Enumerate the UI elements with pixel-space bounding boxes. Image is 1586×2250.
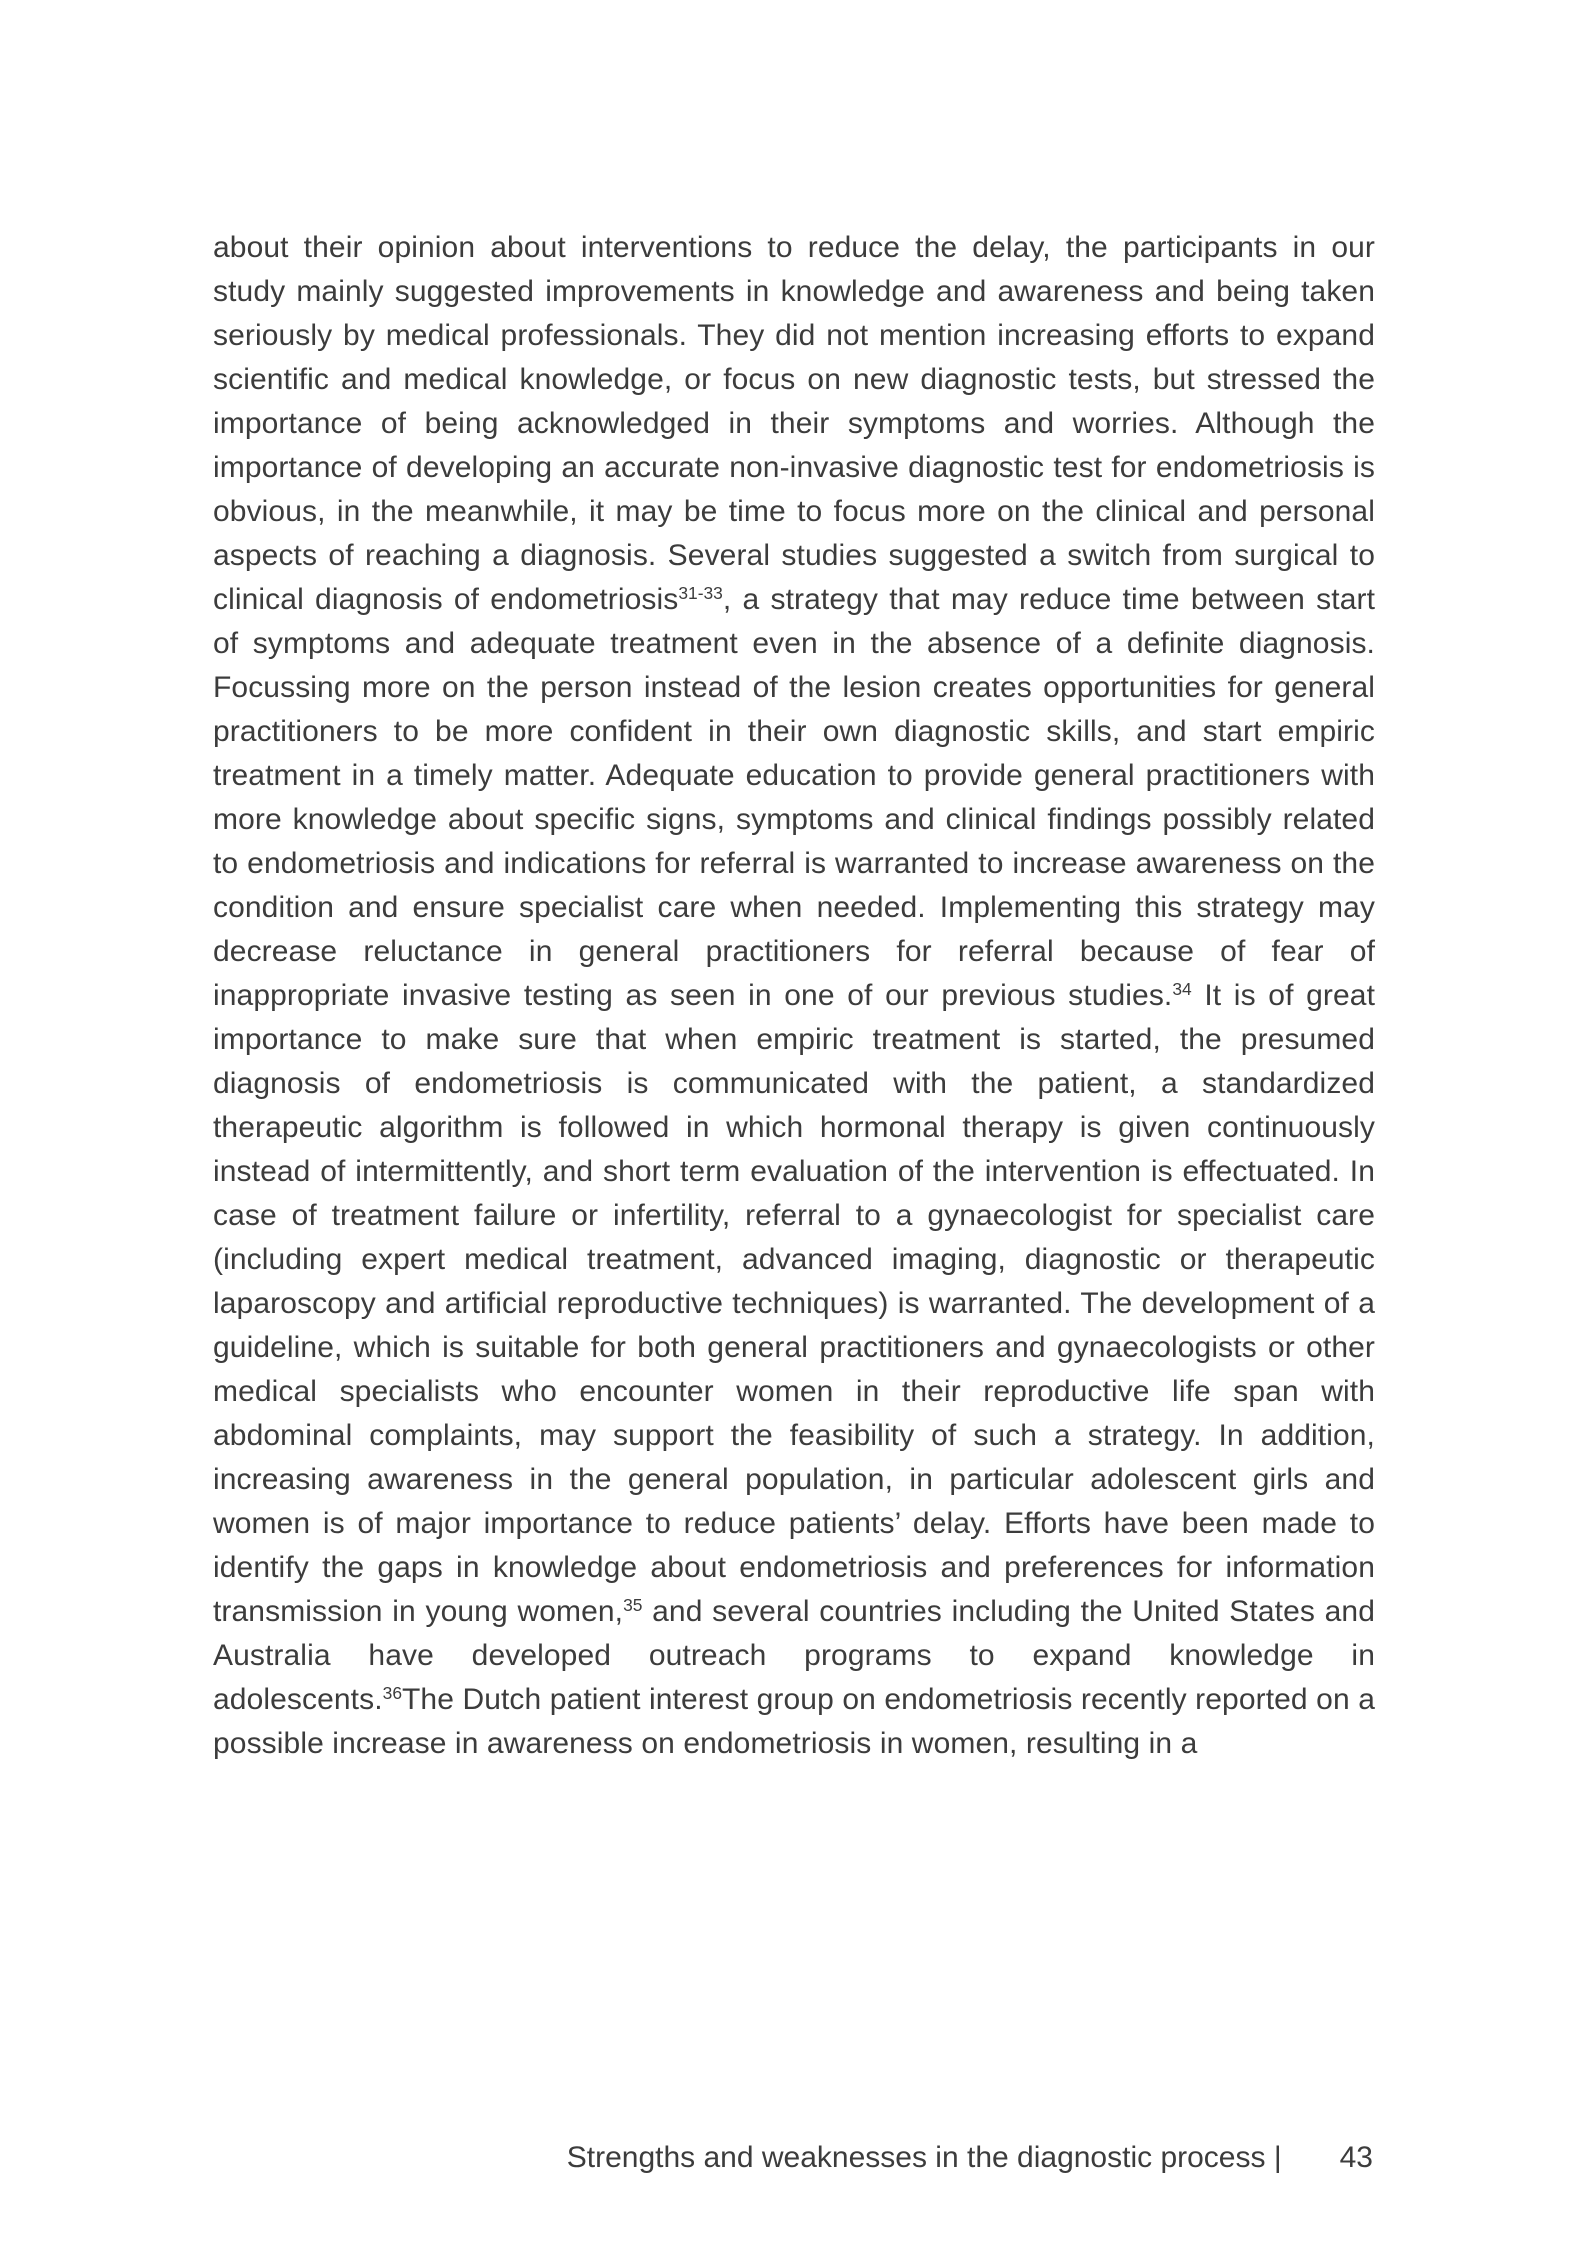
reference-superscript: 35 [623, 1595, 643, 1616]
paragraph-text: about their opinion about interventions to reduce the delay, the participants in our study mainly suggested improvements in knowledge and awareness and being taken seriously by medical professionals. They did not mention increasing efforts to expand scientific and medical knowledge, or focus on new diagnostic tests, but stressed the importance of being acknowledged in their symptoms and worries. Although the importance of developing an accurate non-invasive diagnostic test for endometriosis is obvious, in the meanwhile, it may be time to focus more on the clinical and personal aspects of reaching a diagnosis. Several studies suggested a switch from surgical to clinical diagnosis of endometriosis [213, 231, 1375, 616]
reference-superscript: 31-33 [678, 583, 723, 604]
paragraph-text: and several countries including the United States and Australia have developed outreach programs to expand knowledge in adolescents. [213, 1595, 1375, 1716]
reference-superscript: 34 [1172, 979, 1192, 1000]
running-title: Strengths and weaknesses in the diagnostic process | [566, 2141, 1282, 2174]
paragraph-text: It is of great importance to make sure that when empiric treatment is started, the presumed diagnosis of endometriosis is communicated with the patient, a standardized therapeutic algorithm is followed in which hormonal therapy is given continuously instead of intermittently, and short term evaluation of the intervention is effectuated. In case of treatment failure or infertility, referral to a gynaecologist for specialist care (including expert medical treatment, advanced imaging, diagnostic or therapeutic laparoscopy and artificial reproductive techniques) is warranted. The development of a guideline, which is suitable for both general practitioners and gynaecologists or other medical specialists who encounter women in their reproductive life span with abdominal complaints, may support the feasibility of such a strategy. In addition, increasing awareness in the general population, in particular adolescent girls and women is of major importance to reduce patients’ delay. Efforts have been made to identify the gaps in knowledge about endometriosis and preferences for information transmission in young women, [213, 979, 1375, 1628]
page-footer [213, 2136, 1373, 2180]
paragraph-text: The Dutch patient interest group on endometriosis recently reported on a possible increase in awareness on endometriosis in women, resulting in a [213, 1683, 1375, 1760]
paragraph [213, 226, 1375, 1766]
paragraph-text: , a strategy that may reduce time between start of symptoms and adequate treatment even in the absence of a definite diagnosis. Focussing more on the person instead of the lesion creates opportunities for general practitioners to be more confident in their own diagnostic skills, and start empiric treatment in a timely matter. Adequate education to provide general practitioners with more knowledge about specific signs, symptoms and clinical findings possibly related to endometriosis and indications for referral is warranted to increase awareness on the condition and ensure specialist care when needed. Implementing this strategy may decrease reluctance in general practitioners for referral because of fear of inappropriate invasive testing as seen in one of our previous studies. [213, 583, 1376, 1012]
page-number: 43 [1339, 2141, 1373, 2174]
reference-superscript: 36 [382, 1683, 402, 1704]
